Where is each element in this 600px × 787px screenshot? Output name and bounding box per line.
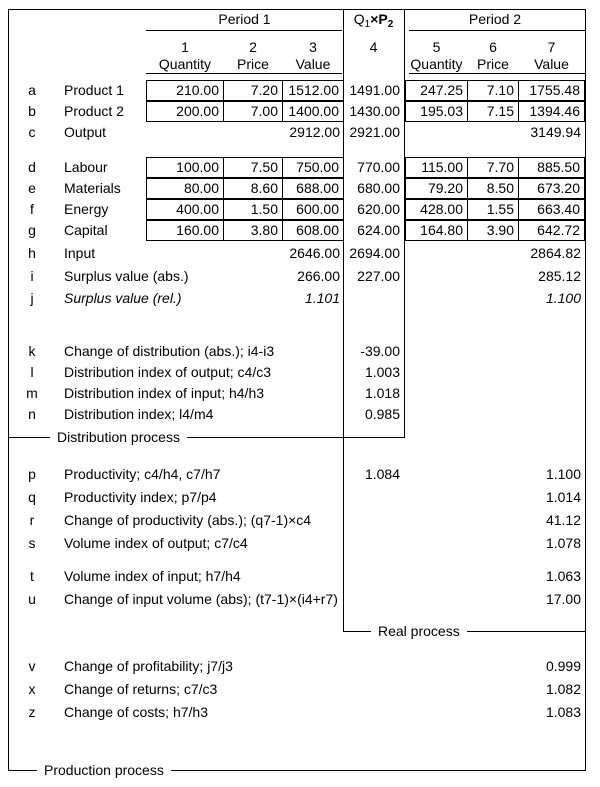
cell-price-p1: 7.20 <box>223 80 283 101</box>
table-row-h <box>0 243 600 264</box>
section-label-distribution: Distribution process <box>50 429 187 445</box>
row-letter: h <box>28 245 36 261</box>
row-letter: b <box>28 103 36 119</box>
p2-value-header: Value <box>534 56 569 72</box>
row-letter: g <box>28 222 36 238</box>
row-letter: r <box>29 512 35 528</box>
period2-underline <box>409 30 585 31</box>
cell-value-p2: 1.100 <box>545 466 581 482</box>
row-letter: n <box>28 406 36 422</box>
row-label: Labour <box>64 159 108 175</box>
row-letter: k <box>28 343 36 359</box>
cell-value-p2: 0.999 <box>545 658 581 674</box>
cell-price-p2: 7.10 <box>467 80 519 101</box>
cell-q1xp2: 1.003 <box>364 364 400 380</box>
row-letter: a <box>28 82 36 98</box>
cell-q1xp2: 770.00 <box>357 159 400 175</box>
cell-price-p1: 7.50 <box>223 157 283 178</box>
row-letter: q <box>28 489 36 505</box>
cell-value-p1: 1.101 <box>304 290 340 306</box>
table-row-d <box>0 157 600 178</box>
table-row-p <box>0 464 600 485</box>
column-number-2: 2 <box>249 39 257 55</box>
column-number-3: 3 <box>309 39 317 55</box>
row-letter: i <box>30 268 34 284</box>
section-label-real: Real process <box>371 623 467 639</box>
q1-term: $Q_1$ <box>353 11 371 30</box>
cell-price-p2: 7.70 <box>467 157 519 178</box>
cell-quantity-p1: 400.00 <box>146 199 224 220</box>
cell-value-p2: 1.083 <box>545 704 581 720</box>
row-letter: v <box>28 658 36 674</box>
cell-q1xp2: 2921.00 <box>349 124 400 140</box>
row-label: Distribution index of output; c4/c3 <box>64 364 272 380</box>
row-label: Output <box>64 124 107 140</box>
cell-q1xp2: 1.084 <box>364 466 400 482</box>
cell-q1xp2: 0.985 <box>364 406 400 422</box>
table-row-a <box>0 80 600 101</box>
column-number-7: 7 <box>547 39 556 55</box>
cell-q1xp2: 2694.00 <box>349 245 400 261</box>
frame-top-border <box>8 9 586 10</box>
cell-quantity-p1: 100.00 <box>146 157 224 178</box>
cell-q1xp2: 680.00 <box>357 180 400 196</box>
cell-value-p2: 285.12 <box>538 268 581 284</box>
row-letter: c <box>28 124 36 140</box>
cell-price-p1: 1.50 <box>223 199 283 220</box>
table-row-m <box>0 383 600 404</box>
cell-value-p2: 1.063 <box>545 568 581 584</box>
row-label: Productivity index; p7/p4 <box>64 489 217 505</box>
table-row-i <box>0 266 600 287</box>
row-letter: t <box>30 568 34 584</box>
column-number-6: 6 <box>489 39 497 55</box>
cell-price-p2: 1.55 <box>467 199 519 220</box>
p1-quantity-header: Quantity <box>158 56 212 72</box>
p2-subheader-underline <box>409 73 585 74</box>
cell-quantity-p2: 247.25 <box>405 80 468 101</box>
row-label: Volume index of output; c7/c4 <box>64 535 248 551</box>
column4-bottom-cap <box>343 437 405 438</box>
cell-quantity-p2: 428.00 <box>405 199 468 220</box>
row-letter: d <box>28 159 36 175</box>
row-label: Change of distribution (abs.); i4-i3 <box>64 343 275 359</box>
cell-value-p1: 600.00 <box>282 199 344 220</box>
period1-header: Period 1 <box>218 11 271 27</box>
row-label: Product 2 <box>64 103 124 119</box>
table-row-l <box>0 362 600 383</box>
table-row-b <box>0 101 600 122</box>
table-row-e <box>0 178 600 199</box>
cell-price-p1: 8.60 <box>223 178 283 199</box>
cell-price-p2: 8.50 <box>467 178 519 199</box>
p2-price-header: Price <box>477 56 509 72</box>
cell-value-p2: 17.00 <box>545 591 581 607</box>
row-label: Change of profitability; j7/j3 <box>64 658 233 674</box>
cell-value-p2: 41.12 <box>545 512 581 528</box>
cell-value-p2: 1.078 <box>545 535 581 551</box>
cell-quantity-p1: 80.00 <box>146 178 224 199</box>
row-label: Distribution index; l4/m4 <box>64 406 214 422</box>
table-row-q <box>0 487 600 508</box>
row-label: Product 1 <box>64 82 124 98</box>
table-row-k <box>0 341 600 362</box>
row-letter: m <box>26 385 38 401</box>
p2-term: $\times P_2$ <box>370 11 394 30</box>
p2-quantity-header: Quantity <box>410 56 463 72</box>
cell-price-p2: 3.90 <box>467 220 519 241</box>
cell-price-p1: 3.80 <box>223 220 283 241</box>
row-label: Surplus value (rel.) <box>64 290 182 306</box>
row-label: Productivity; c4/h4, c7/h7 <box>64 466 221 482</box>
period1-underline <box>146 30 342 31</box>
row-letter: f <box>30 201 34 217</box>
cell-value-p2: 1.082 <box>545 681 581 697</box>
cell-q1xp2: 1.018 <box>364 385 400 401</box>
cell-value-p1: 608.00 <box>282 220 344 241</box>
row-label: Change of costs; h7/h3 <box>64 704 208 720</box>
table-row-g <box>0 220 600 241</box>
row-letter: j <box>30 290 34 306</box>
section-label-production: Production process <box>37 762 171 778</box>
q1xp2-header <box>343 11 404 28</box>
table-row-t <box>0 566 600 587</box>
row-letter: u <box>28 591 36 607</box>
table-row-z <box>0 702 600 723</box>
row-label: Volume index of input; h7/h4 <box>64 568 241 584</box>
cell-price-p2: 7.15 <box>467 101 519 122</box>
row-letter: p <box>28 466 36 482</box>
cell-value-p2: 642.72 <box>518 220 585 241</box>
table-row-r <box>0 510 600 531</box>
cell-quantity-p1: 160.00 <box>146 220 224 241</box>
row-letter: e <box>28 180 36 196</box>
cell-value-p1: 1512.00 <box>282 80 344 101</box>
cell-value-p2: 1755.48 <box>518 80 585 101</box>
cell-value-p2: 2864.82 <box>530 245 581 261</box>
cell-quantity-p2: 79.20 <box>405 178 468 199</box>
cell-price-p1: 7.00 <box>223 101 283 122</box>
table-row-s <box>0 533 600 554</box>
row-letter: l <box>30 364 34 380</box>
p1-price-header: Price <box>237 56 269 72</box>
cell-value-p2: 673.20 <box>518 178 585 199</box>
cell-value-p1: 688.00 <box>282 178 344 199</box>
cell-quantity-p2: 115.00 <box>405 157 468 178</box>
cell-q1xp2: 227.00 <box>357 268 400 284</box>
table-row-n <box>0 404 600 425</box>
cell-quantity-p2: 164.80 <box>405 220 468 241</box>
cell-value-p2: 1.100 <box>545 290 581 306</box>
cell-value-p1: 2912.00 <box>289 124 340 140</box>
table-row-u <box>0 589 600 610</box>
cell-q1xp2: 1491.00 <box>349 82 400 98</box>
cell-value-p1: 1400.00 <box>282 101 344 122</box>
row-label: Distribution index of input; h4/h3 <box>64 385 265 401</box>
row-label: Materials <box>64 180 121 196</box>
row-label: Energy <box>64 201 109 217</box>
column-number-5: 5 <box>432 39 441 55</box>
cell-quantity-p2: 195.03 <box>405 101 468 122</box>
row-label: Capital <box>64 222 108 238</box>
row-label: Change of returns; c7/c3 <box>64 681 218 697</box>
cell-q1xp2: 624.00 <box>357 222 400 238</box>
cell-value-p2: 885.50 <box>518 157 585 178</box>
row-label: Change of productivity (abs.); (q7-1)×c4 <box>64 512 312 528</box>
cell-q1xp2: 1430.00 <box>349 103 400 119</box>
cell-q1xp2: -39.00 <box>360 343 400 359</box>
cell-quantity-p1: 210.00 <box>146 80 224 101</box>
row-label: Input <box>64 245 96 261</box>
cell-value-p2: 1394.46 <box>518 101 585 122</box>
table-row-j <box>0 288 600 309</box>
cell-q1xp2: 620.00 <box>357 201 400 217</box>
table-row-v <box>0 656 600 677</box>
cell-value-p1: 2646.00 <box>289 245 340 261</box>
cell-value-p2: 3149.94 <box>530 124 581 140</box>
cell-value-p2: 663.40 <box>518 199 585 220</box>
column-number-1: 1 <box>181 39 189 55</box>
row-letter: s <box>28 535 36 551</box>
p1-subheader-underline <box>146 73 342 74</box>
row-letter: x <box>28 681 36 697</box>
cell-value-p1: 266.00 <box>297 268 340 284</box>
cell-value-p2: 1.014 <box>545 489 581 505</box>
cell-quantity-p1: 200.00 <box>146 101 224 122</box>
row-label: Surplus value (abs.) <box>64 268 189 284</box>
cell-value-p1: 750.00 <box>282 157 344 178</box>
row-label: Change of input volume (abs); (t7-1)×(i4+r7) <box>64 591 338 607</box>
column-number-4: 4 <box>369 39 378 55</box>
period2-header: Period 2 <box>468 11 522 27</box>
table-row-x <box>0 679 600 700</box>
row-letter: z <box>28 704 36 720</box>
p1-value-header: Value <box>295 56 331 72</box>
table-row-c <box>0 122 600 143</box>
table-row-f <box>0 199 600 220</box>
